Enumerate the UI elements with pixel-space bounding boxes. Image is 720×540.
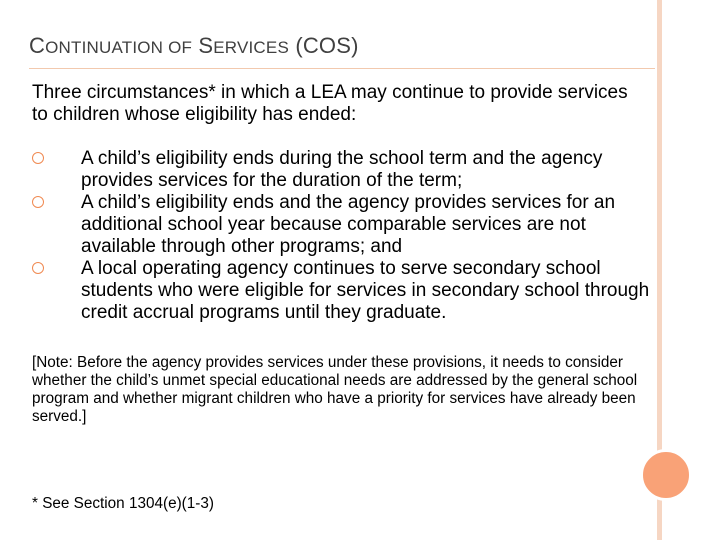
- list-item-text: A local operating agency continues to serve secondary school students who were eligible for services in secondary school through credit accrual programs until they graduate.: [81, 258, 650, 323]
- note-text: [Note: Before the agency provides services under these provisions, it needs to consider whether the child’s unmet special educational needs are addressed by the general school program and whether migrant children who have a priority for services have already been served.]: [32, 354, 638, 425]
- intro-text: Three circumstances* in which a LEA may continue to provide services to children whose eligibility has ended:: [32, 82, 628, 125]
- circle-bullet-icon: [32, 152, 44, 164]
- list-item: [32, 192, 660, 258]
- circle-bullet-icon: [32, 196, 44, 208]
- slide-title: CONTINUATION OF SERVICES (COS): [29, 33, 359, 58]
- list-item-text: A child’s eligibility ends during the school term and the agency provides services for the duration of the term;: [81, 148, 603, 191]
- title-underline: [29, 68, 655, 69]
- decorative-circle: [640, 449, 692, 501]
- list-item: [32, 258, 660, 324]
- circle-bullet-icon: [32, 262, 44, 274]
- list-item-text: A child’s eligibility ends and the agency provides services for an additional school year because comparable services are not available through other programs; and: [81, 192, 616, 257]
- circumstance-list: [32, 148, 660, 324]
- list-item: [32, 148, 660, 192]
- footnote: * See Section 1304(e)(1-3): [32, 495, 214, 512]
